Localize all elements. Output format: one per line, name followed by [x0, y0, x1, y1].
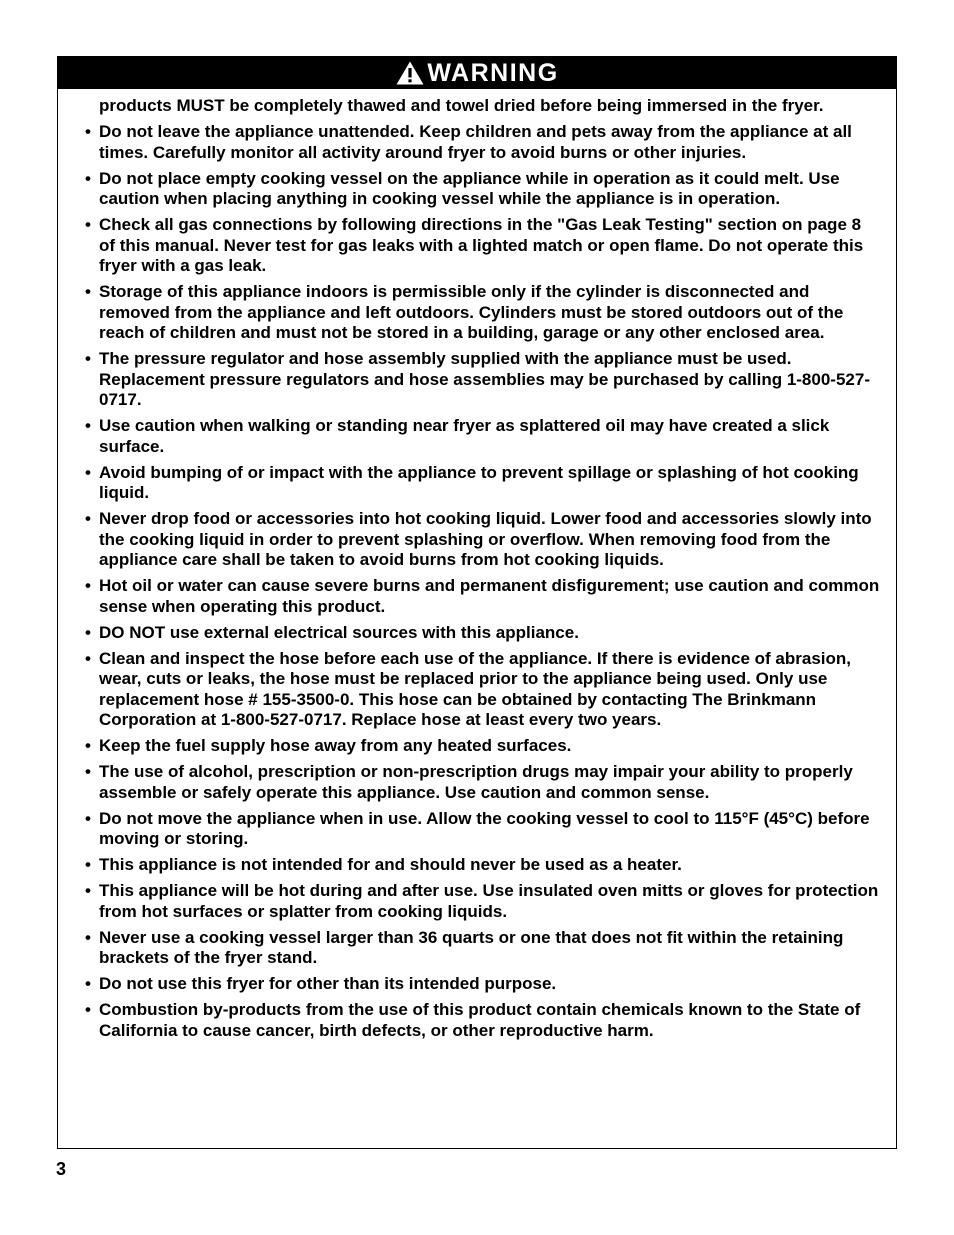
- bullet-icon: •: [85, 974, 91, 993]
- bullet-icon: •: [85, 122, 91, 141]
- warning-item-text: Storage of this appliance indoors is permissible only if the cylinder is disconnected and removed from the appliance and left outdoors. Cylinders must be stored outdoors out of the reach of children and must not be stored in a building, garage or any other enclosed area.: [99, 282, 844, 342]
- warning-item-text: This appliance will be hot during and after use. Use insulated oven mitts or gloves for protection from hot surfaces or splatter from cooking liquids.: [99, 881, 879, 921]
- warning-item: [85, 855, 880, 876]
- warning-item-text: Check all gas connections by following directions in the "Gas Leak Testing" section on page 8 of this manual. Never test for gas leaks with a lighted match or open flame. Do not operate this fryer with a gas leak.: [99, 215, 864, 275]
- warning-item: [85, 463, 880, 504]
- warning-item: [85, 974, 880, 995]
- page-number: 3: [56, 1159, 67, 1179]
- bullet-icon: •: [85, 622, 91, 642]
- bullet-icon: •: [85, 215, 91, 234]
- bullet-icon: •: [85, 808, 91, 828]
- bullet-icon: •: [85, 855, 91, 874]
- warning-list: [85, 122, 880, 1041]
- continuation-paragraph: products MUST be completely thawed and towel dried before being immersed in the fryer.: [99, 96, 824, 115]
- warning-item-text: Keep the fuel supply hose away from any heated surfaces.: [99, 736, 572, 755]
- warning-item: [85, 809, 880, 850]
- warning-item-text: Avoid bumping of or impact with the appliance to prevent spillage or splashing of hot cooking liquid.: [99, 462, 859, 502]
- warning-triangle-icon: [395, 60, 425, 86]
- warning-item-text: Combustion by-products from the use of this product contain chemicals known to the State of California to cause cancer, birth defects, or other reproductive harm.: [99, 1000, 861, 1040]
- warning-item: [85, 576, 880, 617]
- warning-item: [85, 649, 880, 731]
- warning-item: [85, 736, 880, 757]
- bullet-icon: •: [85, 462, 91, 482]
- warning-item-text: Never drop food or accessories into hot cooking liquid. Lower food and accessories slowly into the cooking liquid in order to prevent splashing or overflow. When removing food from the appliance care shall be taken to avoid burns from hot cooking liquids.: [99, 509, 872, 569]
- warning-item-text: Never use a cooking vessel larger than 36 quarts or one that does not fit within the retaining brackets of the fryer stand.: [99, 927, 844, 967]
- warning-item-text: The use of alcohol, prescription or non-prescription drugs may impair your ability to properly assemble or safely operate this appliance. Use caution and common sense.: [99, 762, 853, 802]
- warning-item-text: Use caution when walking or standing near fryer as splattered oil may have created a slick surface.: [99, 416, 830, 456]
- warning-item: [85, 349, 880, 411]
- warning-item-text: DO NOT use external electrical sources with this appliance.: [99, 622, 579, 642]
- bullet-icon: •: [85, 762, 91, 781]
- bullet-icon: •: [85, 927, 91, 947]
- warning-item: [85, 215, 880, 277]
- bullet-icon: •: [85, 1000, 91, 1019]
- warning-item: [85, 623, 880, 644]
- warning-item: [85, 881, 880, 922]
- warning-title: WARNING: [427, 58, 559, 87]
- warning-item-text: Do not use this fryer for other than its intended purpose.: [99, 974, 557, 993]
- warning-item-text: Hot oil or water can cause severe burns and permanent disfigurement; use caution and common sense when operating this product.: [99, 576, 880, 616]
- bullet-icon: •: [85, 576, 91, 595]
- bullet-icon: •: [85, 349, 91, 368]
- bullet-icon: •: [85, 282, 91, 301]
- warning-item-text: Clean and inspect the hose before each use of the appliance. If there is evidence of abrasion, wear, cuts or leaks, the hose must be replaced prior to the appliance being used. Only use replacement hose # 155-3500-0. This hose can be obtained by contacting The Brinkmann Corporation at 1-800-527-0717. Replace hose at least every two years.: [99, 648, 851, 729]
- warning-item: [85, 509, 880, 571]
- warning-item: [85, 169, 880, 210]
- warning-item: [85, 1000, 880, 1041]
- bullet-icon: •: [85, 416, 91, 435]
- warning-item: [85, 416, 880, 457]
- warning-content: [85, 96, 880, 1047]
- bullet-icon: •: [85, 168, 91, 188]
- bullet-icon: •: [85, 648, 91, 668]
- warning-item-text: Do not leave the appliance unattended. Keep children and pets away from the appliance at all times. Carefully monitor all activity around fryer to avoid burns or other injuries.: [99, 122, 852, 162]
- bullet-icon: •: [85, 509, 91, 528]
- warning-item: [85, 928, 880, 969]
- warning-item-text: Do not place empty cooking vessel on the appliance while in operation as it could melt. Use caution when placing anything in cooking vessel while the appliance is in operation.: [99, 168, 840, 208]
- warning-item-text: The pressure regulator and hose assembly supplied with the appliance must be used. Replacement pressure regulators and hose assemblies may be purchased by calling 1-800-527-0717.: [99, 349, 870, 409]
- warning-item: [85, 282, 880, 344]
- bullet-icon: •: [85, 736, 91, 755]
- warning-item-text: This appliance is not intended for and should never be used as a heater.: [99, 855, 682, 874]
- warning-header: [58, 57, 896, 89]
- warning-box: [57, 56, 897, 1149]
- warning-item: [85, 122, 880, 163]
- bullet-icon: •: [85, 881, 91, 900]
- warning-item-text: Do not move the appliance when in use. Allow the cooking vessel to cool to 115°F (45°C) before moving or storing.: [99, 808, 870, 848]
- warning-item: [85, 762, 880, 803]
